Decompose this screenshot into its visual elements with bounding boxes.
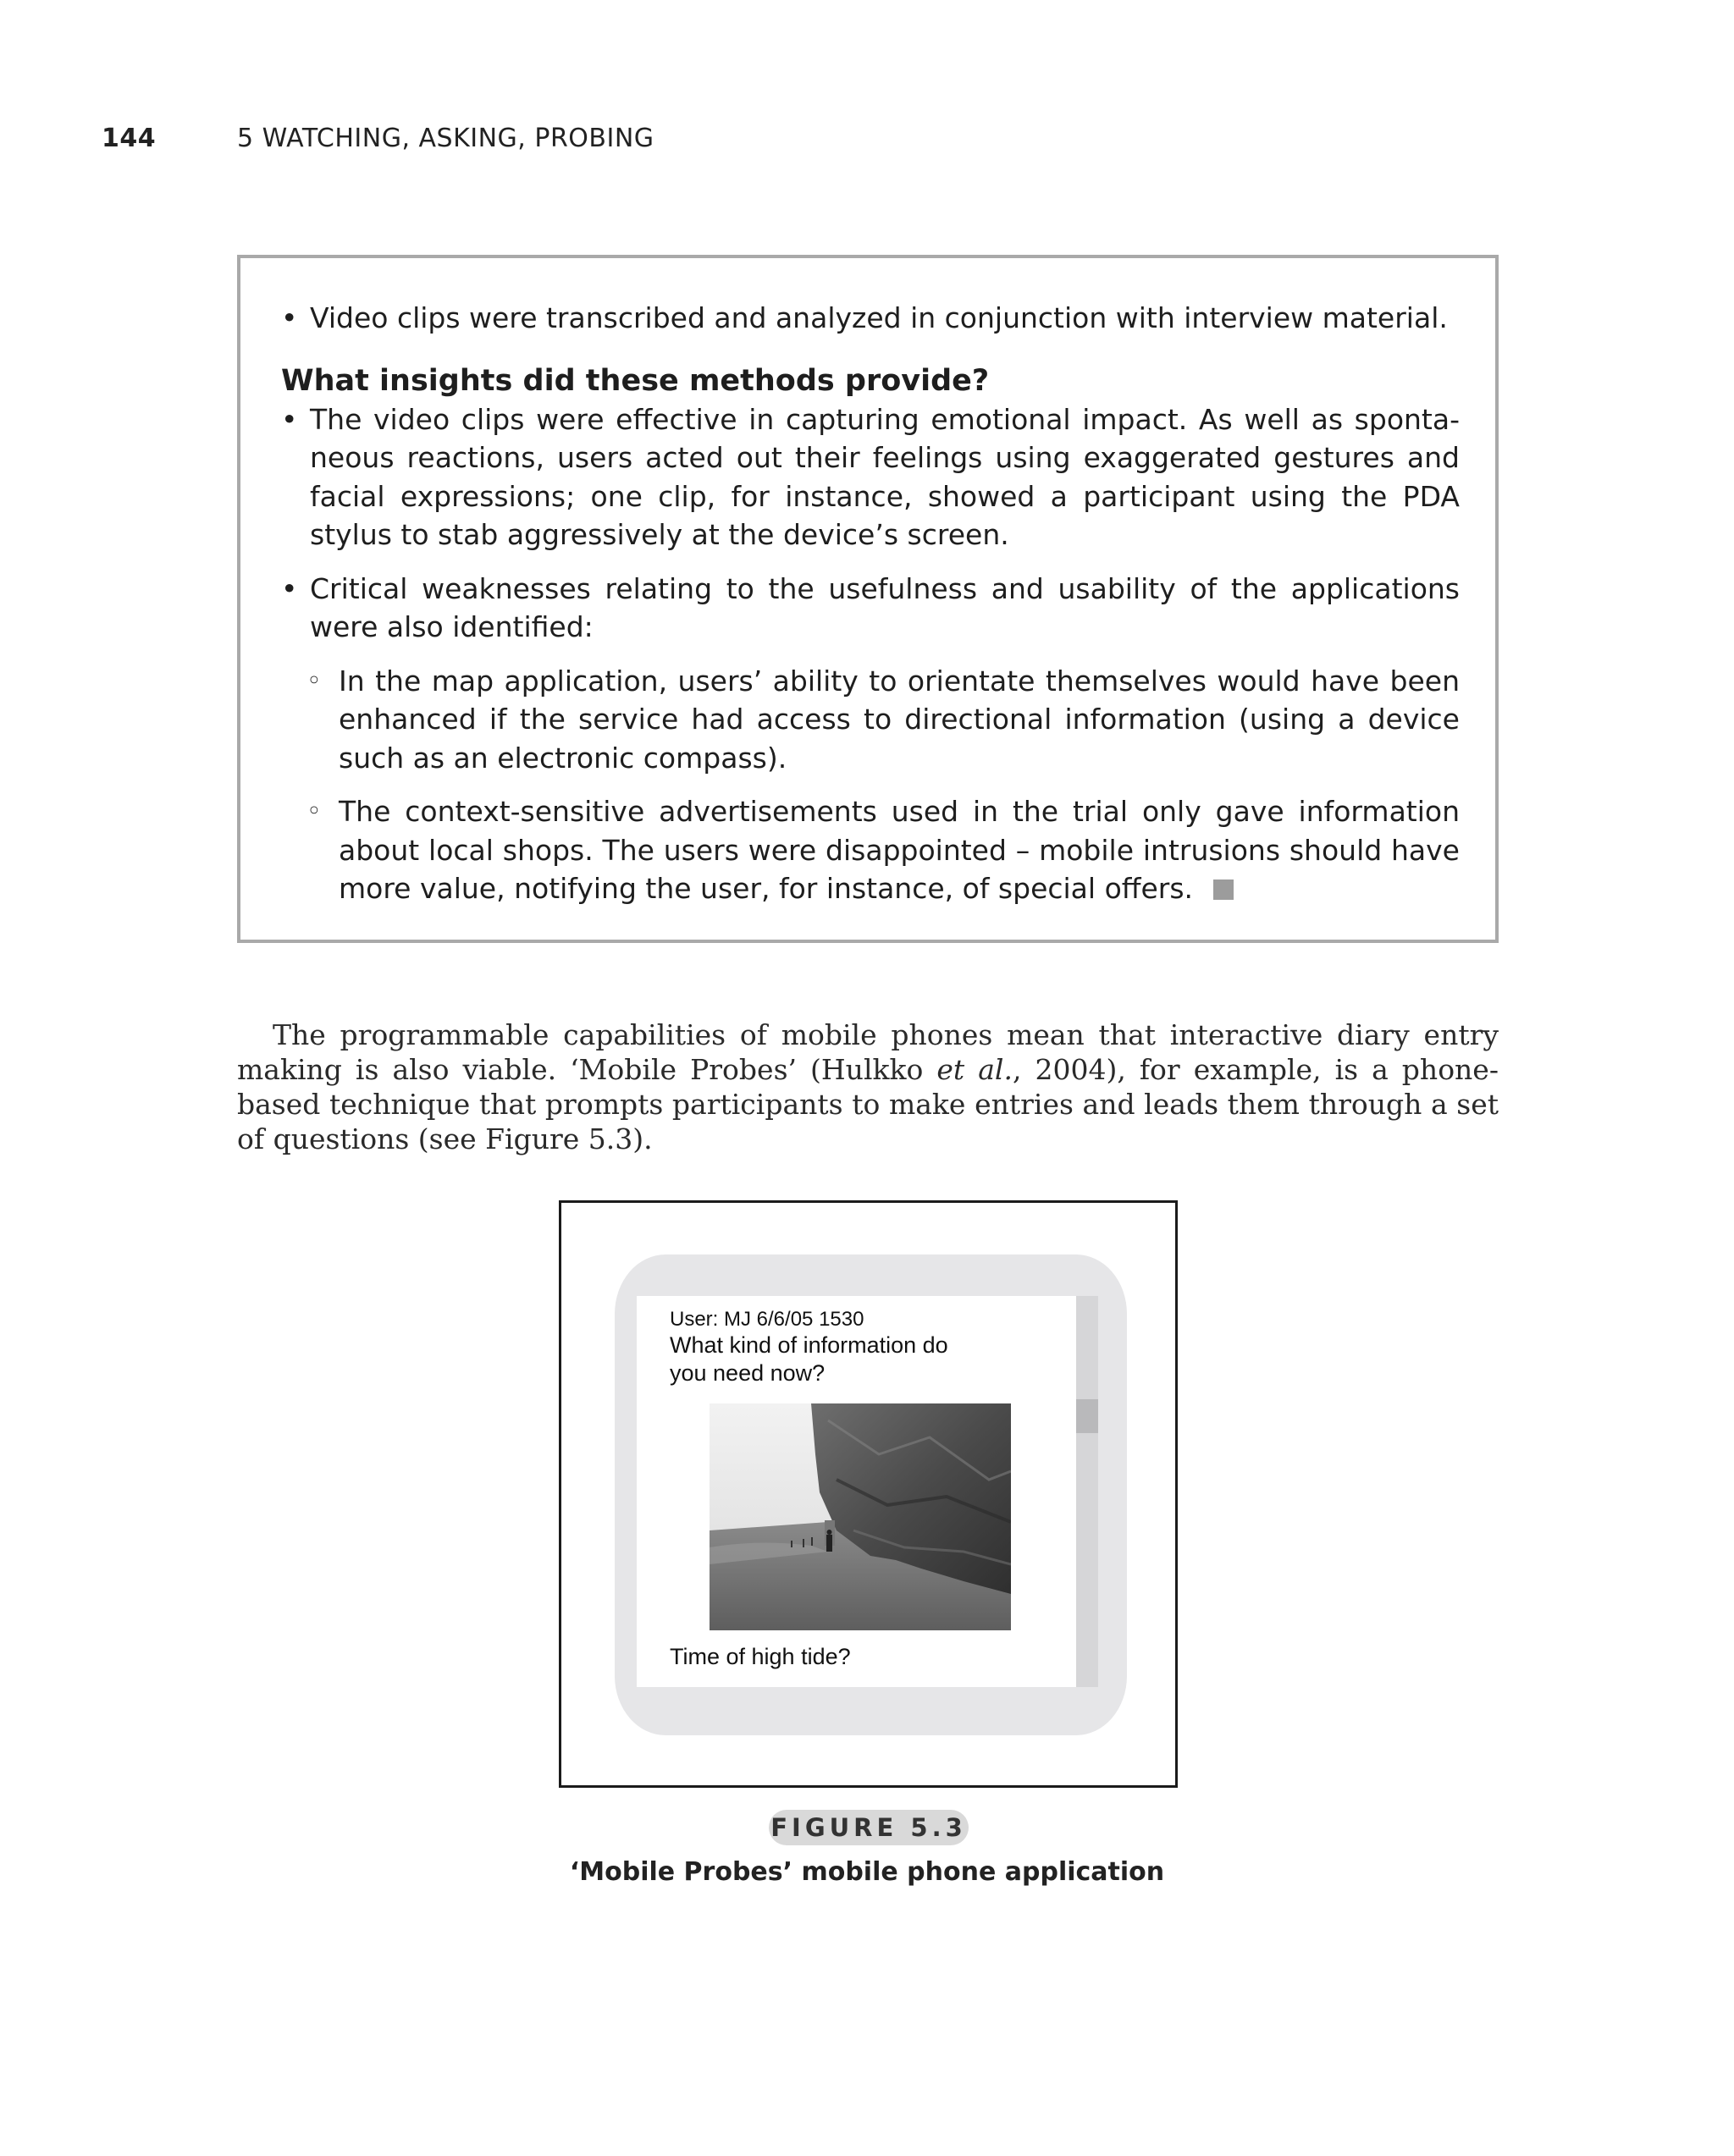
body-text-end: , 2004), for example, is a phone-based technique that prompts participants to make entries and leads them through a set of questions (see Figure 5.3). (237, 1053, 1499, 1155)
end-of-box-marker (1213, 879, 1234, 900)
sub-bullet-ads (281, 792, 1460, 908)
figure-frame (559, 1200, 1178, 1788)
bullet-critical-weaknesses: • Critical weaknesses relating to the usefulness and usability of the applications were also identified: (281, 570, 1460, 647)
scroll-thumb (1076, 1399, 1098, 1433)
screen-answer: Time of high tide? (670, 1644, 851, 1669)
screen-user-line: User: MJ 6/6/05 1530 (670, 1308, 864, 1331)
screen-question: What kind of information do you need now? (670, 1332, 948, 1386)
figure-label: FIGURE 5.3 (769, 1810, 969, 1845)
case-study-box (237, 255, 1499, 943)
bullet-emotional-impact: • The video clips were effective in capturing emotional impact. As well as sponta-neous reactions, users acted out their feelings using exaggerated gestures and facial expressions; one clip, for instance, showed a participant using the PDA stylus to stab aggressively at the device’s screen. (281, 400, 1460, 554)
sub-bullet-map: ◦ In the map application, users’ ability to orientate themselves would have been enhanced if the service had access to directional information (using a device such as an electronic compass). (281, 662, 1460, 778)
sub-bullet-ads-text: The context-sensitive advertisements used in the trial only gave information about local shops. The users were disappointed – mobile intrusions should have more value, notifying the user, for instance, of special offers. (339, 795, 1460, 905)
figure-caption: ‘Mobile Probes’ mobile phone application (569, 1857, 1165, 1887)
beach-cliff-photo (710, 1403, 1011, 1630)
page-number: 144 (102, 124, 157, 153)
bullet-video-clips: • Video clips were transcribed and analyzed in conjunction with interview material. (281, 299, 1460, 338)
running-head (102, 124, 654, 153)
body-paragraph (237, 1017, 1499, 1156)
body-text-start: The programmable capabilities of mobile phones mean that interactive diary entry making is also viable. ‘Mobile Probes’ (Hulkko (237, 1018, 1499, 1086)
chapter-title: 5 WATCHING, ASKING, PROBING (237, 124, 654, 153)
scrollbar (1076, 1296, 1098, 1687)
body-text-italic: et al. (936, 1053, 1013, 1086)
box-heading: What insights did these methods provide? (281, 363, 990, 398)
